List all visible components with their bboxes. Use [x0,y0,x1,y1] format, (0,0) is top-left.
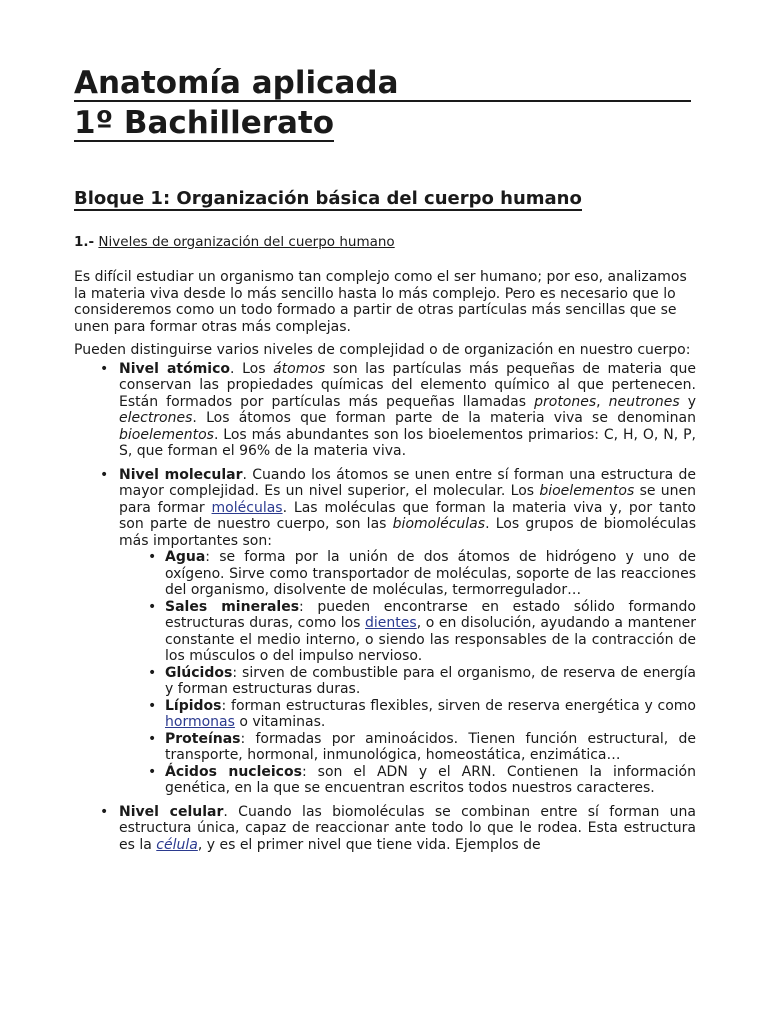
item-italic: célula [156,836,198,853]
item-label: Sales minerales [165,598,300,615]
section-number: 1.- [74,234,95,250]
list-item-nivel-celular [74,804,696,854]
intro-paragraph-2: Pueden distinguirse varios niveles de complejidad o de organización en nuestro cuerpo: [74,342,691,358]
item-label: Agua [165,549,206,565]
item-text: son las partículas más pequeñas de materia que conservan las propiedades químicas del elemento químico al que pertenecen. Están formados por partículas más pequeñas llamadas [119,360,697,410]
item-text: : sirven de combustible para el organismo, de reserva de energía y forman estructuras duras. [165,664,696,697]
list-item-nivel-molecular [74,467,696,797]
item-text: . Los más abundantes son los bioelementos primarios: C, H, O, N, P, S, que forman el 96% de la materia viva. [119,426,696,459]
intro-paragraph-1: Es difícil estudiar un organismo tan complejo como el ser humano; por eso, analizamos la materia viva desde lo más sencillo hasta lo más complejo. Pero es necesario que lo consideremos como un todo formado a partir de otras partículas más sencillas que se unen para formar otras más complejas. [74,269,687,335]
document-title [74,66,696,142]
biomolecules-list [119,549,696,797]
item-text: , [596,393,609,410]
item-text: . Los [230,360,274,377]
item-text: : formadas por aminoácidos. Tienen función estructural, de transporte, hormonal, inmunológica, homeostática, enzimática… [165,730,696,763]
item-text: se unen para formar [119,483,696,516]
item-text: : forman estructuras flexibles, sirven de reserva energética y como [221,697,696,714]
link-dientes[interactable]: dientes [365,615,417,631]
item-label: Proteínas [165,730,241,747]
item-italic: bioelementos [119,426,214,443]
block-title: Bloque 1: Organización básica del cuerpo humano [74,188,582,209]
list-item-agua [119,549,696,599]
list-item-lipidos [119,698,696,731]
item-label: Ácidos nucleicos [165,763,302,780]
document-page [74,66,696,860]
item-italic: átomos [273,360,326,377]
item-italic: neutrones [608,393,680,410]
item-text: o vitaminas. [234,714,326,730]
item-label: Nivel atómico [119,360,231,377]
levels-list [74,361,696,854]
list-item-glucidos [119,665,696,698]
item-italic: bioelementos [539,483,635,499]
item-text: , y es el primer nivel que tiene vida. Ejemplos de [197,836,541,853]
block-heading [74,187,696,211]
section-title: Niveles de organización del cuerpo humano [98,234,395,250]
list-item-nivel-atomico [74,361,696,460]
item-text: : son el ADN y el ARN. Contienen la información genética, en la que se encuentran escritos todos nuestros caracteres. [165,763,696,796]
title-line-1: Anatomía aplicada [74,66,691,102]
item-text: : se forma por la unión de dos átomos de hidrógeno y uno de oxígeno. Sirve como transportador de moléculas, soporte de las reacciones del organismo, disolvente de moléculas, termorregulador… [165,549,696,598]
item-text: . Los grupos de biomoléculas más importantes son: [119,516,696,549]
link-moleculas[interactable]: moléculas [211,499,283,516]
item-label: Glúcidos [165,664,233,681]
link-celula[interactable] [156,837,198,853]
item-label: Lípidos [165,697,222,714]
list-item-sales-minerales [119,599,696,665]
list-item-acidos-nucleicos [119,764,696,797]
item-italic: electrones [119,410,193,426]
item-text: : pueden encontrarse en estado sólido formando estructuras duras, como los [165,598,696,631]
item-text: . Las moléculas que forman la materia viva y, por tanto son parte de nuestro cuerpo, son las [119,499,696,532]
item-label: Nivel molecular [119,466,243,483]
item-label: Nivel celular [119,803,224,820]
item-italic: biomoléculas [392,516,486,532]
title-line-2: 1º Bachillerato [74,105,335,141]
item-text: , o en disolución, ayudando a mantener constante el medio interno, o siendo las responsables de la contracción de los músculos o del impulso nervioso. [165,615,696,664]
section-heading [74,233,696,251]
item-text: . Los átomos que forman parte de la materia viva se denominan [192,410,696,426]
item-italic: protones [534,393,597,410]
item-text: . Cuando las biomoléculas se combinan entre sí forman una estructura única, capaz de reaccionar ante todo lo que le rodea. Esta estructura es la [119,803,697,853]
link-hormonas[interactable]: hormonas [165,714,235,730]
list-item-proteinas [119,731,696,764]
item-text: y [679,393,696,410]
item-text: . Cuando los átomos se unen entre sí forman una estructura de mayor complejidad. Es un nivel superior, el molecular. Los [119,466,696,499]
